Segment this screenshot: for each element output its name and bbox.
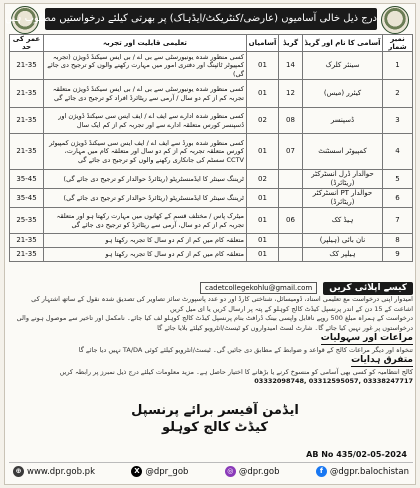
col-age: عمر کی حد (10, 35, 44, 52)
notes-text: کالج انتظامیہ کو کسی بھی آسامی کو منسوخ کرنے یا بڑھانے کا اختیار حاصل ہے۔ مزید معلومات کیلئے درج ذیل نمبرز پر رابطہ کریں (59, 367, 413, 376)
signature-title: ایڈمن آفیسر برائے پرنسپل (131, 403, 299, 418)
twitter-handle: @dpr_gob (145, 466, 189, 477)
grade: 08 (279, 108, 303, 134)
contact-phones: 03332098748, 03312595057, 03338247717 (254, 377, 413, 385)
post-name: کیئرر (میس) (303, 80, 383, 108)
qualification: کسی منظور شدہ ادارے سے ایف اے / ایف ایس سی سیکنڈ ڈویژن اور ڈسپنسر کورس متعلقہ ادارے سے اور تجربہ کم از کم ایک سال (44, 108, 247, 134)
grade: 07 (279, 134, 303, 170)
age-limit: 21-35 (10, 80, 44, 108)
grade (279, 248, 303, 262)
footer-bar (9, 462, 413, 480)
age-limit: 21-35 (10, 234, 44, 248)
benefits-heading: مراعات اور سہولیات (320, 333, 413, 343)
qualification: متعلقہ کام میں کم از کم دو سال کا تجربہ رکھتا ہو (44, 248, 247, 262)
post-name: کمپیوٹر اسسٹنٹ (303, 134, 383, 170)
website-text: www.dpr.gob.pk (27, 466, 95, 477)
contact-email-link[interactable]: cadetcollegekohlu@gmail.com (200, 282, 317, 294)
globe-icon: ⊕ (13, 466, 24, 477)
serial: 2 (383, 80, 413, 108)
facebook-handle: @dgpr.balochistan (329, 466, 409, 477)
benefits-text: تنخواہ اور دیگر مراعات کالج کے قواعد و ضوابط کے مطابق دی جائیں گی۔ ٹیسٹ/انٹرویو کیلئے کوئی TA/DA نہیں دیا جائے گا (78, 345, 413, 354)
ab-number: AB No 435/02-05-2024 (306, 450, 407, 459)
grade: 06 (279, 208, 303, 234)
age-limit: 21-35 (10, 108, 44, 134)
serial: 8 (383, 234, 413, 248)
post-count: 01 (247, 134, 279, 170)
col-serial: نمبر شمار (383, 35, 413, 52)
footer-instagram[interactable] (225, 466, 280, 477)
col-grade: گریڈ (279, 35, 303, 52)
post-name: ڈسپنسر (303, 108, 383, 134)
qualification: میٹرک پاس / مختلف قسم کے کھانوں میں مہارت رکھتا ہو اور متعلقہ تجربہ کم از کم دو سال، آرمی سے ریٹائرڈ کو ترجیح دی جائے گی (44, 208, 247, 234)
how-to-apply-heading: کیسے اپلائی کریں (323, 282, 413, 295)
notes-heading: متفرق ہدایات (351, 355, 413, 365)
serial: 6 (383, 189, 413, 208)
x-twitter-icon: X (131, 466, 142, 477)
qualification: کسی منظور شدہ یونیورسٹی سے بی اے / بی ایس سیکنڈ ڈویژن متعلقہ تجربہ کم از کم دو سال / آرمی سے ریٹائرڈ افراد کو ترجیح دی جائے گی (44, 80, 247, 108)
age-limit: 21-35 (10, 134, 44, 170)
footer-facebook[interactable] (316, 466, 409, 477)
table-row (10, 234, 413, 248)
age-limit: 21-35 (10, 248, 44, 262)
table-row (10, 189, 413, 208)
serial: 9 (383, 248, 413, 262)
serial: 1 (383, 52, 413, 80)
table-row (10, 208, 413, 234)
advertisement (4, 3, 416, 485)
post-count: 01 (247, 189, 279, 208)
grade (279, 234, 303, 248)
grade: 14 (279, 52, 303, 80)
post-count: 01 (247, 208, 279, 234)
header-banner: درج ذیل خالی آسامیوں (عارضی/کنٹریکٹ/ایڈہاک) پر بھرتی کیلئے درخواستیں مطلوب ہیں (45, 8, 377, 30)
age-limit: 35-45 (10, 189, 44, 208)
post-name: حوالدار ڈرل انسٹرکٹر (ریٹائرڈ) (303, 170, 383, 189)
table-row (10, 52, 413, 80)
instagram-icon: ◎ (225, 466, 236, 477)
post-count: 01 (247, 52, 279, 80)
table-header-row (10, 35, 413, 52)
signature-block (125, 402, 305, 436)
table-row (10, 108, 413, 134)
grade (279, 170, 303, 189)
col-qualification: تعلیمی قابلیت اور تجربہ (44, 35, 247, 52)
grade (279, 189, 303, 208)
facebook-icon: f (316, 466, 327, 477)
table-row (10, 170, 413, 189)
post-count: 01 (247, 80, 279, 108)
post-count: 02 (247, 108, 279, 134)
apply-text-2: درخواست کے ہمراہ مبلغ 500 روپے ناقابل واپسی بینک ڈرافٹ بنام پرنسپل کیڈٹ کالج کوہلو لف کیا جائے۔ نامکمل اور تاخیر سے موصول ہونے والی درخواستوں پر غور نہیں کیا جائے گا۔ شارٹ لسٹ امیدواروں کو ٹیسٹ/انٹرویو کیلئے بلایا جائے گا (16, 314, 413, 332)
col-count: آسامیاں (247, 35, 279, 52)
signature-institution: کیڈٹ کالج کوہلو (162, 420, 268, 435)
table-row (10, 248, 413, 262)
footer-twitter[interactable] (131, 466, 188, 477)
qualification: کسی منظور شدہ یونیورسٹی سے بی اے / بی ایس سیکنڈ ڈویژن (تجربہ کمپیوٹر ٹائپنگ اور دفتری امور میں مہارت رکھنے والوں کو ترجیح دی جائے گی) (44, 52, 247, 80)
table-row (10, 80, 413, 108)
instructions-section (13, 282, 413, 387)
post-name: نان بائی (ہیلپر) (303, 234, 383, 248)
instagram-handle: @dpr.gob (238, 466, 280, 477)
serial: 5 (383, 170, 413, 189)
grade: 12 (279, 80, 303, 108)
qualification: کسی منظور شدہ بورڈ سے ایف اے / ایف ایس سی سیکنڈ ڈویژن کمپیوٹر کورس متعلقہ تجربہ کم از کم دو سال اور متعلقہ کام میں مہارت، CCTV سسٹم کی جانکاری رکھنے والوں کو ترجیح دی جائے گی (44, 134, 247, 170)
post-count: 02 (247, 170, 279, 189)
serial: 3 (383, 108, 413, 134)
post-name: سینئر کلرک (303, 52, 383, 80)
post-name: ہیلپر کک (303, 248, 383, 262)
vacancy-table (9, 34, 413, 262)
post-count: 01 (247, 248, 279, 262)
qualification: ٹریننگ سینٹر کا ایڈمنسٹریٹو (ریٹائرڈ حوالدار کو ترجیح دی جائے گی) (44, 170, 247, 189)
apply-text: امیدوار اپنی درخواست مع تعلیمی اسناد، ڈومیسائل، شناختی کارڈ اور دو عدد پاسپورٹ سائز تصاویر کی تصدیق شدہ نقول کے ساتھ اشتہار کی اشاعت کے 15 دن کے اندر پرنسپل کیڈٹ کالج کوہلو کے پتہ پر ارسال کریں یا ای میل کریں (31, 295, 413, 313)
age-limit: 35-45 (10, 170, 44, 189)
post-name: ہیڈ کک (303, 208, 383, 234)
footer-website[interactable] (13, 466, 95, 477)
age-limit: 21-35 (10, 52, 44, 80)
col-post: آسامی کا نام اور گریڈ (303, 35, 383, 52)
serial: 7 (383, 208, 413, 234)
post-count: 01 (247, 234, 279, 248)
college-emblem-icon (381, 6, 409, 34)
age-limit: 25-35 (10, 208, 44, 234)
post-name: حوالدار PT انسٹرکٹر (ریٹائرڈ) (303, 189, 383, 208)
serial: 4 (383, 134, 413, 170)
qualification: ٹریننگ سینٹر کا ایڈمنسٹریٹو (ریٹائرڈ حوالدار کو ترجیح دی جائے گی) (44, 189, 247, 208)
table-row (10, 134, 413, 170)
qualification: متعلقہ کام میں کم از کم دو سال کا تجربہ رکھتا ہو (44, 234, 247, 248)
